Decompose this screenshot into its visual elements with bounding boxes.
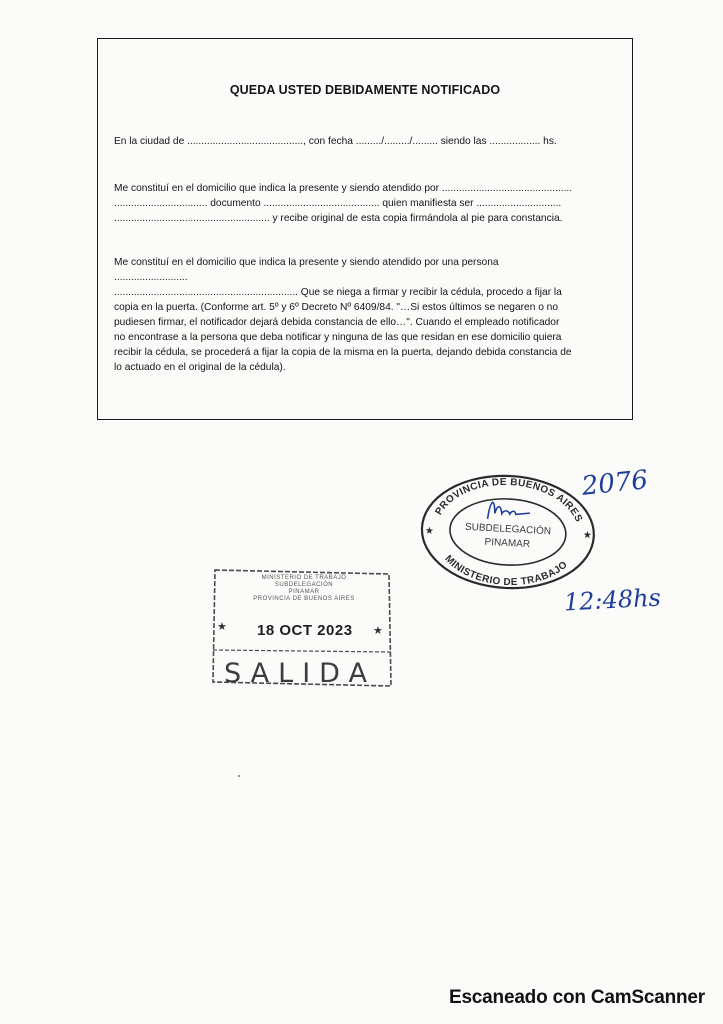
paragraph-line: recibir la cédula, se procederá a fijar la copia de la misma en la puerta, dejando debida constancia de [114, 347, 572, 358]
form-title: QUEDA USTED DEBIDAMENTE NOTIFICADO [229, 83, 501, 97]
svg-text:12:48hs: 12:48hs [563, 583, 662, 617]
paragraph-line: lo actuado en el original de la cédula). [114, 362, 286, 373]
handwritten-number [580, 462, 650, 511]
stamp-center-line1: SUBDELEGACIÓN [464, 521, 552, 538]
stamp-header-line: SUBDELEGACIÓN [274, 582, 334, 588]
paragraph-line: Me constituí en el domicilio que indica la presente y siendo atendido por .............................................. [114, 183, 573, 194]
notification-form-box [97, 38, 633, 420]
stamp-header-line: PINAMAR [288, 589, 320, 595]
paragraph-line: no encontrase a la persona que deba notificar y ninguna de las que residan en ese domicilio quiera [114, 332, 562, 343]
stamp-date: 18 OCT 2023 [257, 622, 353, 639]
star-icon: ★ [373, 625, 383, 637]
svg-text:2076: 2076 [580, 465, 650, 502]
refusal-paragraph [114, 255, 610, 375]
svg-text:MINISTERIO DE TRABAJO [441, 553, 570, 591]
scan-speck [238, 775, 240, 777]
subdelegacion-oval-stamp [416, 465, 600, 594]
signature-scribble [488, 502, 531, 521]
paragraph-line: ................................................................. Que se niega a firmar y recibir la cédula, procedo a fijar la [114, 287, 562, 298]
paragraph-line: ................................. documento ......................................... quien manifiesta ser .............................. [114, 198, 562, 209]
stamp-header-line: PROVINCIA DE BUENOS AIRES [253, 596, 355, 602]
stamp-center-line2: PINAMAR [484, 536, 531, 551]
stamp-header-line: MINISTERIO DE TRABAJO [261, 575, 347, 581]
paragraph-line: ....................................................... y recibe original de esta copia firmándola al pie para constancia. [114, 213, 563, 224]
salida-label: SALIDA [224, 658, 376, 689]
attended-paragraph [114, 181, 610, 226]
camscanner-watermark: Escaneado con CamScanner [448, 987, 705, 1008]
city-date-paragraph: En la ciudad de ........................................., con fecha ........./........./......... siendo las .................. hs. [114, 136, 557, 147]
paragraph-line: Me constituí en el domicilio que indica la presente y siendo atendido por una persona [114, 257, 499, 268]
paragraph-line: .......................... [114, 272, 188, 283]
handwritten-time [562, 578, 672, 627]
paragraph-line: copia en la puerta. (Conforme art. 5º y 6º Decreto Nº 6409/84. "…Si estos últimos se negaren o no [114, 302, 559, 313]
star-icon: ★ [424, 525, 435, 538]
star-icon: ★ [217, 621, 227, 633]
star-icon: ★ [582, 529, 593, 542]
stamp-bottom-text: MINISTERIO DE TRABAJO [442, 553, 570, 589]
salida-stamp [209, 566, 395, 692]
paragraph-line: pudiesen firmar, el notificador dejará debida constancia de ello…". Cuando el empleado notificador [114, 317, 560, 328]
stamp-top-text: PROVINCIA DE BUENOS AIRES [433, 476, 585, 525]
